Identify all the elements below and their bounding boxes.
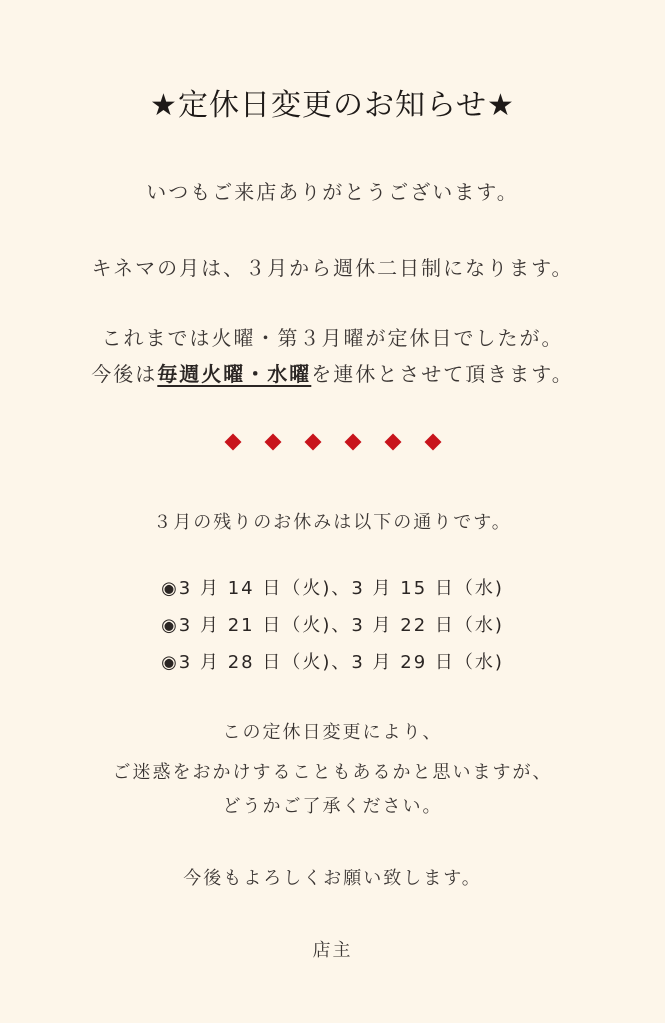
holiday-date-line: ◉3 月 14 日（火)、3 月 15 日（水) [161, 578, 504, 599]
diamond-icon [424, 434, 441, 451]
announcement-text: キネマの月は、３月から週休二日制になります。 [91, 256, 574, 280]
notice-title: ★定休日変更のお知らせ★ [150, 88, 515, 123]
new-holiday-suffix: を連休とさせて頂きます。 [311, 362, 574, 386]
holiday-date-line: ◉3 月 28 日（火)、3 月 29 日（水) [161, 652, 504, 673]
apology-line: ご迷惑をおかけすることもあるかと思いますが、 [112, 762, 553, 783]
previous-holiday-text: これまでは火曜・第３月曜が定休日でしたが。 [101, 326, 564, 350]
closing-text: 今後もよろしくお願い致します。 [183, 868, 482, 889]
diamond-icon [344, 434, 361, 451]
holidays-intro-text: ３月の残りのお休みは以下の通りです。 [153, 512, 512, 533]
apology-line: この定休日変更により、 [222, 722, 443, 743]
diamond-icon [384, 434, 401, 451]
diamond-icon [304, 434, 321, 451]
signature-text: 店主 [312, 940, 353, 961]
diamond-icon [264, 434, 281, 451]
diamond-icon [224, 434, 241, 451]
new-holiday-emphasis: 毎週火曜・水曜 [157, 362, 312, 386]
new-holiday-prefix: 今後は [91, 362, 158, 386]
holiday-date-line: ◉3 月 21 日（火)、3 月 22 日（水) [161, 615, 504, 636]
greeting-text: いつもご来店ありがとうございます。 [146, 180, 519, 204]
apology-line: どうかご了承ください。 [222, 796, 443, 817]
diamond-divider [0, 430, 665, 454]
new-holiday-text [0, 358, 665, 387]
